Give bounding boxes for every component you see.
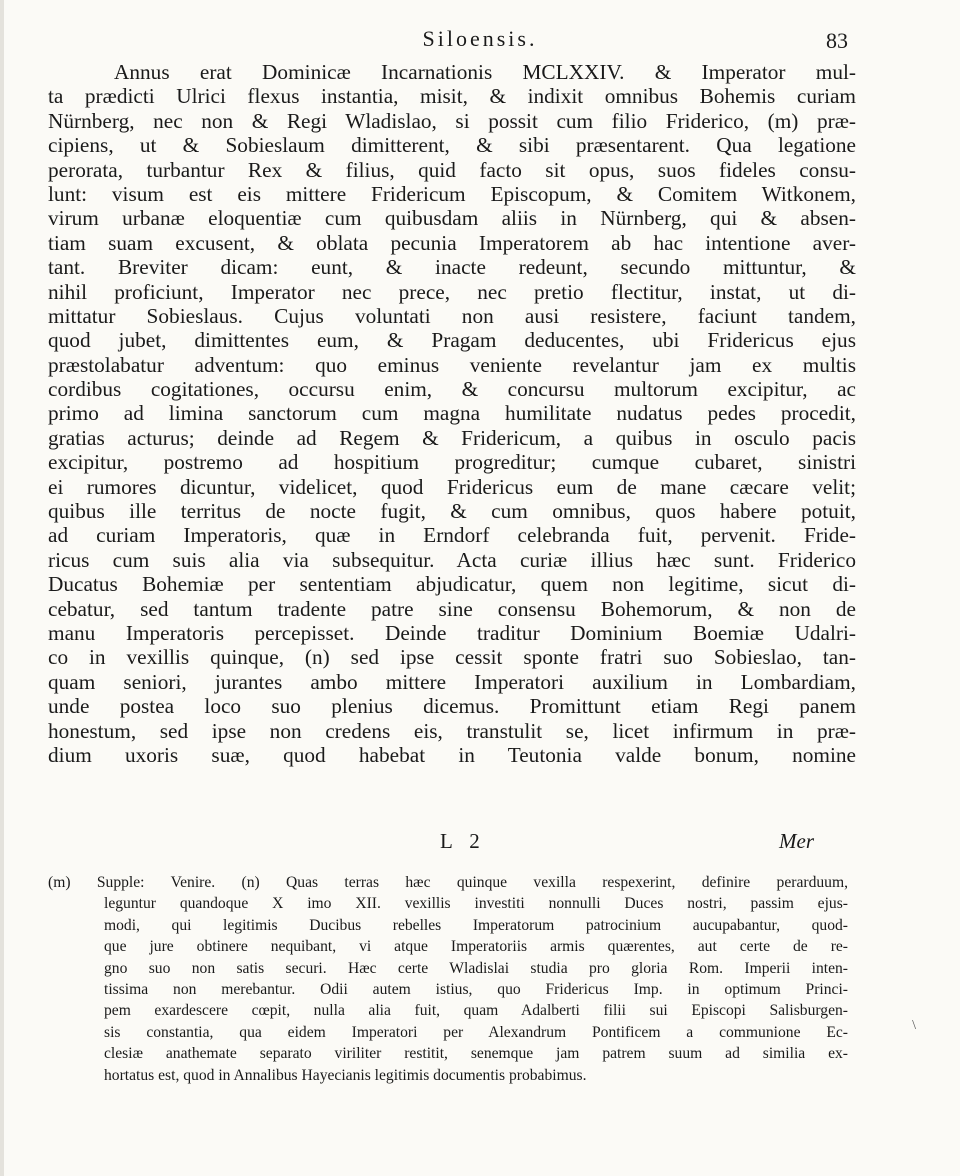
running-title: Siloensis. xyxy=(422,26,538,51)
footnote-line: leguntur quandoque X imo XII. vexillis investiti nonnulli Duces nostri, passim ejus- xyxy=(104,895,848,913)
body-line: quibus ille territus de nocte fugit, & cum omnibus, quos habere potuit, xyxy=(48,499,856,524)
body-line: primo ad limina sanctorum cum magna humilitate nudatus pedes procedit, xyxy=(48,401,856,426)
body-line: lunt: visum est eis mittere Fridericum Episcopum, & Comitem Witkonem, xyxy=(48,181,856,206)
body-line: excipitur, postremo ad hospitium progreditur; cumque cubaret, sinistri xyxy=(48,450,856,475)
catchword: Mer xyxy=(779,829,814,853)
body-line: ta prædicti Ulrici flexus instantia, misit, & indixit omnibus Bohemis curiam xyxy=(48,84,856,109)
footnotes xyxy=(48,872,848,1086)
footnote-line: que jure obtinere nequibant, vi atque Imperatoriis armis quærentes, aut certe de re- xyxy=(104,938,848,956)
footnote-line: clesiæ anathemate separato viriliter restitit, senemque jam patrem suum ad similia ex- xyxy=(104,1045,848,1063)
footnote-line: modi, qui legitimis Ducibus rebelles Imperatorum patrocinium aucupabantur, quod- xyxy=(104,916,848,934)
footnote-line: gno suo non satis securi. Hæc certe Wladislai studia pro gloria Rom. Imperii inten- xyxy=(104,959,848,977)
signature-line xyxy=(0,829,960,855)
body-line: virum urbanæ eloquentiæ cum quibusdam aliis in Nürnberg, qui & absen- xyxy=(48,206,856,231)
body-line: Ducatus Bohemiæ per sententiam abjudicatur, quem non legitime, sicut di- xyxy=(48,572,856,597)
body-line: nihil proficiunt, Imperator nec prece, nec pretio flectitur, instat, ut di- xyxy=(48,279,856,304)
body-line: cordibus cogitationes, occursu enim, & concursu multorum excipitur, ac xyxy=(48,377,856,402)
body-line: Nürnberg, nec non & Regi Wladislao, si possit cum filio Friderico, (m) præ- xyxy=(48,108,856,133)
footnote-line: sis constantia, qua eidem Imperatori per Alexandrum Pontificem a communione Ec- xyxy=(104,1023,848,1041)
body-line: cipiens, ut & Sobieslaum dimitterent, & sibi præsentarent. Qua legatione xyxy=(48,133,856,158)
body-line: quam seniori, jurantes ambo mittere Imperatori auxilium in Lombardiam, xyxy=(48,669,856,694)
body-line: ei rumores dicuntur, videlicet, quod Fridericus eum de mane cæcare velit; xyxy=(48,474,856,499)
body-line: honestum, sed ipse non credens eis, transtulit se, licet infirmum in præ- xyxy=(48,718,856,743)
body-line: tiam suam excusent, & oblata pecunia Imperatorem ab hac intentione aver- xyxy=(48,230,856,255)
main-text xyxy=(48,60,856,767)
running-head xyxy=(0,26,960,56)
body-line: unde postea loco suo plenius dicemus. Promittunt etiam Regi panem xyxy=(48,694,856,719)
footnote-line: hortatus est, quod in Annalibus Hayecianis legitimis documentis probabimus. xyxy=(104,1066,587,1084)
body-line: ricus cum suis alia via subsequitur. Acta curiæ illius hæc sunt. Friderico xyxy=(48,547,856,572)
signature-mark: L 2 xyxy=(440,829,486,853)
body-line: Annus erat Dominicæ Incarnationis MCLXXIV. & Imperator mul- xyxy=(114,60,856,84)
body-line: manu Imperatoris percepisset. Deinde traditur Dominium Boemiæ Udalri- xyxy=(48,620,856,645)
body-line: mittatur Sobieslaus. Cujus voluntati non ausi resistere, faciunt tandem, xyxy=(48,303,856,328)
body-line: ad curiam Imperatoris, quæ in Erndorf celebranda fuit, pervenit. Fride- xyxy=(48,523,856,548)
footnote-line: (m) Supple: Venire. (n) Quas terras hæc quinque vexilla respexerint, definire perarduum, xyxy=(48,874,848,891)
body-line: tant. Breviter dicam: eunt, & inacte redeunt, secundo mittuntur, & xyxy=(48,255,856,280)
page-number: 83 xyxy=(826,28,848,53)
stray-mark: \ xyxy=(912,1018,916,1033)
body-line: gratias acturus; deinde ad Regem & Fridericum, a quibus in osculo pacis xyxy=(48,425,856,450)
body-line: co in vexillis quinque, (n) sed ipse cessit sponte fratri suo Sobieslao, tan- xyxy=(48,645,856,670)
page-edge-shadow xyxy=(0,0,4,1176)
body-line: cebatur, sed tantum tradente patre sine consensu Bohemorum, & non de xyxy=(48,596,856,621)
body-line: perorata, turbantur Rex & filius, quid facto sit opus, suos fideles consu- xyxy=(48,157,856,182)
body-line: præstolabatur adventum: quo eminus veniente revelantur jam ex multis xyxy=(48,352,856,377)
footnote-line: pem exardescere cœpit, nulla alia fuit, quam Adalberti filii sui Episcopi Salisburgen- xyxy=(104,1002,848,1020)
body-line: quod jubet, dimittentes eum, & Pragam deducentes, ubi Fridericus ejus xyxy=(48,328,856,353)
body-line: dium uxoris suæ, quod habebat in Teutonia valde bonum, nomine xyxy=(48,742,856,767)
footnote-line: tissima non merebantur. Odii autem istius, quo Fridericus Imp. in optimum Princi- xyxy=(104,980,848,998)
